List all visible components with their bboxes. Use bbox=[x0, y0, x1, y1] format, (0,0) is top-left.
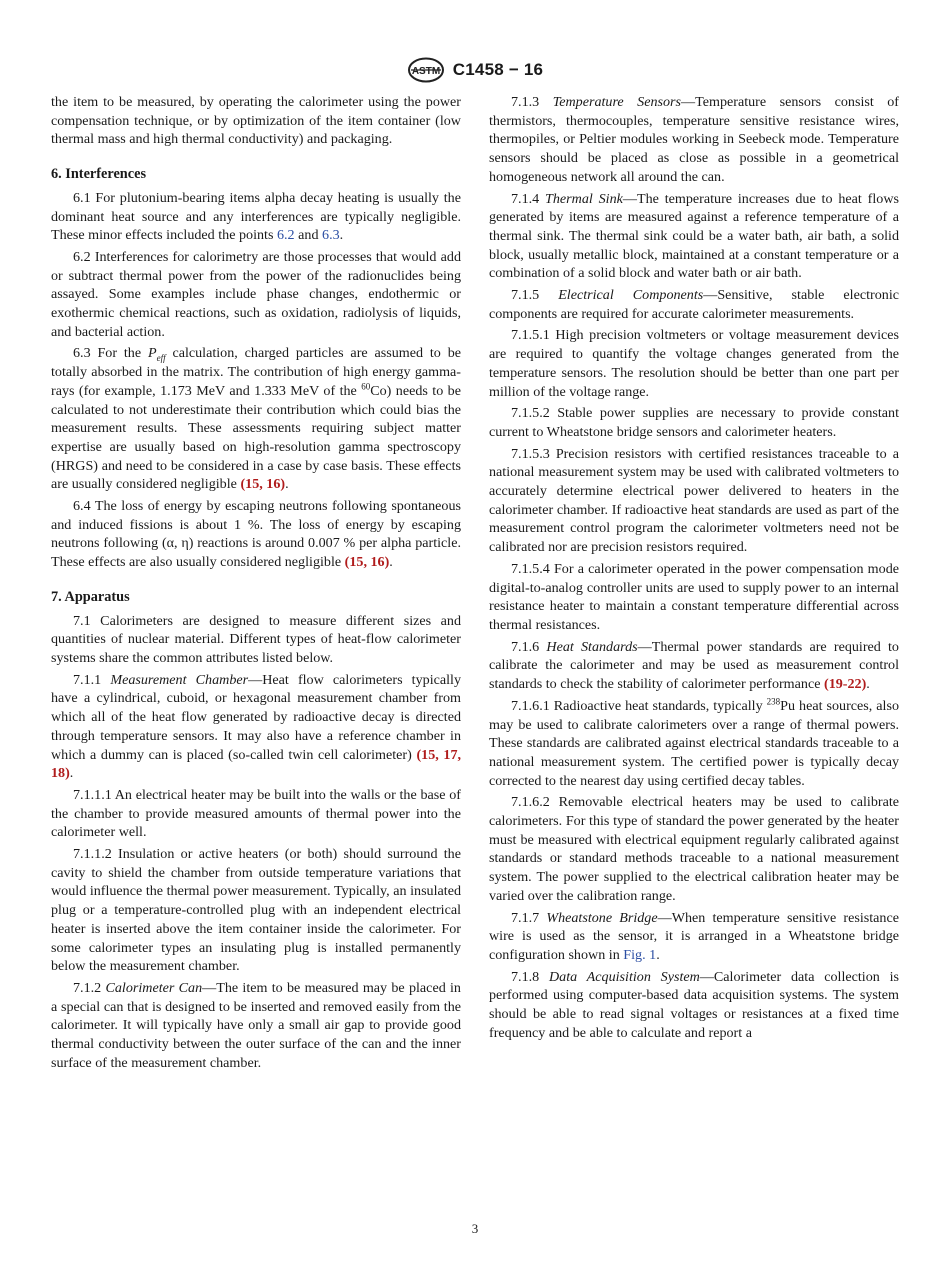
page-header bbox=[0, 56, 950, 84]
paragraph-7-1-6-2: 7.1.6.2 Removable electrical heaters may be used to calibrate calorimeters. For this type of standard the power generated by the heater must be measured with electrical equipment regularly calibrated against standards or standard methods traceable to a national measurement system. The power supplied to the electrical calibration heater may be varied over the calibration range. bbox=[489, 794, 899, 904]
paragraph-6-2: 6.2 Interferences for calorimetry are those processes that would add or subtract thermal power from the power of the radionuclides being assayed. Some examples include phase changes, endothermic or exothermic chemical reactions, such as oxidation, radiolysis of liquids, and bacterial action. bbox=[51, 248, 461, 340]
paragraph-6-4: 6.4 The loss of energy by escaping neutrons following spontaneous and induced fissions is about 1 %. The loss of energy by escaping neutrons following (α, η) reactions is around 0.007 % per alpha particle. These effects are also usually considered negligible (15, 16). bbox=[51, 498, 461, 571]
paragraph-7-1-3: 7.1.3 Temperature Sensors—Temperature sensors consist of thermistors, thermocouples, temperature sensitive resistance wires, thermopiles, or Peltier modules working in Seebeck mode. Temperature sensors should be placed as close as possible in a geometrical homogeneous network all around the can. bbox=[489, 94, 899, 185]
paragraph-7-1-4: 7.1.4 Thermal Sink—The temperature increases due to heat flows generated by items are measured against a reference temperature of a thermal sink. The thermal sink could be a water bath, air bath, a solid block, usually metallic block, maintained at a constant temperature or a combination of a solid block and water bath or air bath. bbox=[489, 190, 899, 282]
paragraph-7-1-5: 7.1.5 Electrical Components—Sensitive, stable electronic components are required for accurate calorimeter measurements. bbox=[489, 287, 899, 322]
paragraph-7-1-1-1: 7.1.1.1 An electrical heater may be built into the walls or the base of the chamber to provide measured amounts of thermal power into the calorimeter well. bbox=[51, 786, 461, 841]
ref-19-22[interactable]: 19-22 bbox=[828, 676, 862, 693]
paragraph-7-1: 7.1 Calorimeters are designed to measure different sizes and quantities of nuclear material. Different types of heat-flow calorimeter systems share the common attributes listed below. bbox=[51, 612, 461, 666]
svg-text:ASTM: ASTM bbox=[411, 66, 440, 77]
paragraph-7-1-5-3: 7.1.5.3 Precision resistors with certified resistances traceable to a national measurement system may be used with calibrated voltmeters to accurately determine electrical power delivered to heaters in the calorimeter chamber. If radioactive heat standards are used as part of the measurement control program the calorimeter voltmeters need not be calibrated nor are precision resistors required. bbox=[489, 445, 899, 556]
ref-16[interactable]: 16 bbox=[370, 554, 385, 571]
ref-18[interactable]: 18 bbox=[51, 765, 66, 782]
ref-15[interactable]: 15 bbox=[421, 746, 436, 763]
paragraph-7-1-5-4: 7.1.5.4 For a calorimeter operated in the power compensation mode digital-to-analog controller units are used to supply power to an internal resistance heater to maintain a constant temperature differential across thermal resistances. bbox=[489, 560, 899, 633]
link-fig-1[interactable]: Fig. 1 bbox=[623, 946, 657, 963]
section-7-heading: 7. Apparatus bbox=[51, 588, 130, 605]
ref-15[interactable]: 15 bbox=[245, 476, 260, 493]
paragraph-7-1-5-1: 7.1.5.1 High precision voltmeters or voltage measurement devices are required to quantify the voltage changes generated from the temperature sensors. The resolution should be better than one part per million of the voltage range. bbox=[489, 327, 899, 400]
section-6-heading: 6. Interferences bbox=[51, 166, 147, 183]
link-6-2[interactable]: 6.2 bbox=[276, 227, 295, 244]
paragraph-7-1-7: 7.1.7 Wheatstone Bridge—When temperature sensitive resistance wire is used as the sensor, it is arranged in a Wheatstone bridge configuration shown in Fig. 1. bbox=[489, 909, 899, 963]
ref-15[interactable]: 15 bbox=[349, 554, 364, 571]
link-6-3[interactable]: 6.3 bbox=[322, 227, 340, 244]
paragraph-7-1-6: 7.1.6 Heat Standards—Thermal power standards are required to calibrate the calorimeter and may be used as measurement control standards to check the stability of calorimeter performance (19-22). bbox=[489, 638, 899, 693]
document-id: C1458 − 16 bbox=[452, 60, 544, 79]
page-number: 3 bbox=[471, 1221, 479, 1236]
paragraph-6-1: 6.1 For plutonium-bearing items alpha decay heating is usually the dominant heat source and any interferences are typically negligible. These minor effects included the points 6.2 and 6.3. bbox=[51, 189, 461, 244]
paragraph-7-1-6-1: 7.1.6.1 Radioactive heat standards, typically $^{238}$Pu heat sources, also may be used to calibrate calorimeters over a range of thermal powers. These standards are calibrated against electrical standards traceable to a national measurement system. The certified power is typically decay corrected to the nearest day using certified decay tables. bbox=[489, 696, 899, 789]
left-column bbox=[51, 93, 461, 1075]
paragraph-7-1-1-2: 7.1.1.2 Insulation or active heaters (or both) should surround the cavity to shield the chamber from outside temperature variations that would influence the thermal power measurement. Typically, an insulated plug or a temperature-controlled plug with an independent electrical heater is inserted above the item container inside the calorimeter. For some calorimeter types an insulating plug is installed permanently below the measurement chamber. bbox=[51, 846, 461, 975]
paragraph-7-1-1: 7.1.1 Measurement Chamber—Heat flow calorimeters typically have a cylindrical, cuboid, or hexagonal measurement chamber from which all of the heat flow generated by radioactive decay is directed through temperature sensors. It may also have a reference chamber in which a dummy can is placed (so-called twin cell calorimeter) (15, 17, 18). bbox=[51, 671, 462, 782]
paragraph-7-1-2: 7.1.2 Calorimeter Can—The item to be measured may be placed in a special can that is designed to be inserted and removed easily from the calorimeter. It will typically have only a small air gap to provide good thermal conductivity between the outer surface of the can and the inner surface of the measurement chamber. bbox=[51, 979, 461, 1071]
paragraph-7-1-5-2: 7.1.5.2 Stable power supplies are necessary to provide constant current to Wheatstone bridge sensors and calorimeter heaters. bbox=[489, 405, 899, 440]
astm-logo-icon bbox=[407, 57, 445, 83]
paragraph-continuation: the item to be measured, by operating the calorimeter using the power compensation technique, or by optimization of the item container (low thermal mass and high thermal conductivity) and packaging. bbox=[51, 94, 461, 148]
ref-17[interactable]: 17 bbox=[443, 746, 458, 763]
paragraph-7-1-8: 7.1.8 Data Acquisition System—Calorimeter data collection is performed using computer-based data acquisition systems. The system should be able to read signal voltages or resistances at a fixed time frequency and be able to calculate and report a bbox=[489, 968, 899, 1041]
right-column bbox=[489, 93, 899, 1045]
ref-16[interactable]: 16 bbox=[266, 476, 281, 493]
paragraph-6-3: 6.3 For the $P_{eff}$ calculation, charged particles are assumed to be totally absorbed in the matrix. The contribution of high energy gamma-rays (for example, 1.173 MeV and 1.333 MeV of the $^{60}$Co) needs to be calculated to not underestimate their contribution which could bias the measurement results. These assessments requiring subject matter expertise are usually based on high-resolution gamma spectroscopy (HRGS) and need to be considered in a case by case basis. These effects are usually considered negligible (15, 16). bbox=[51, 345, 461, 493]
